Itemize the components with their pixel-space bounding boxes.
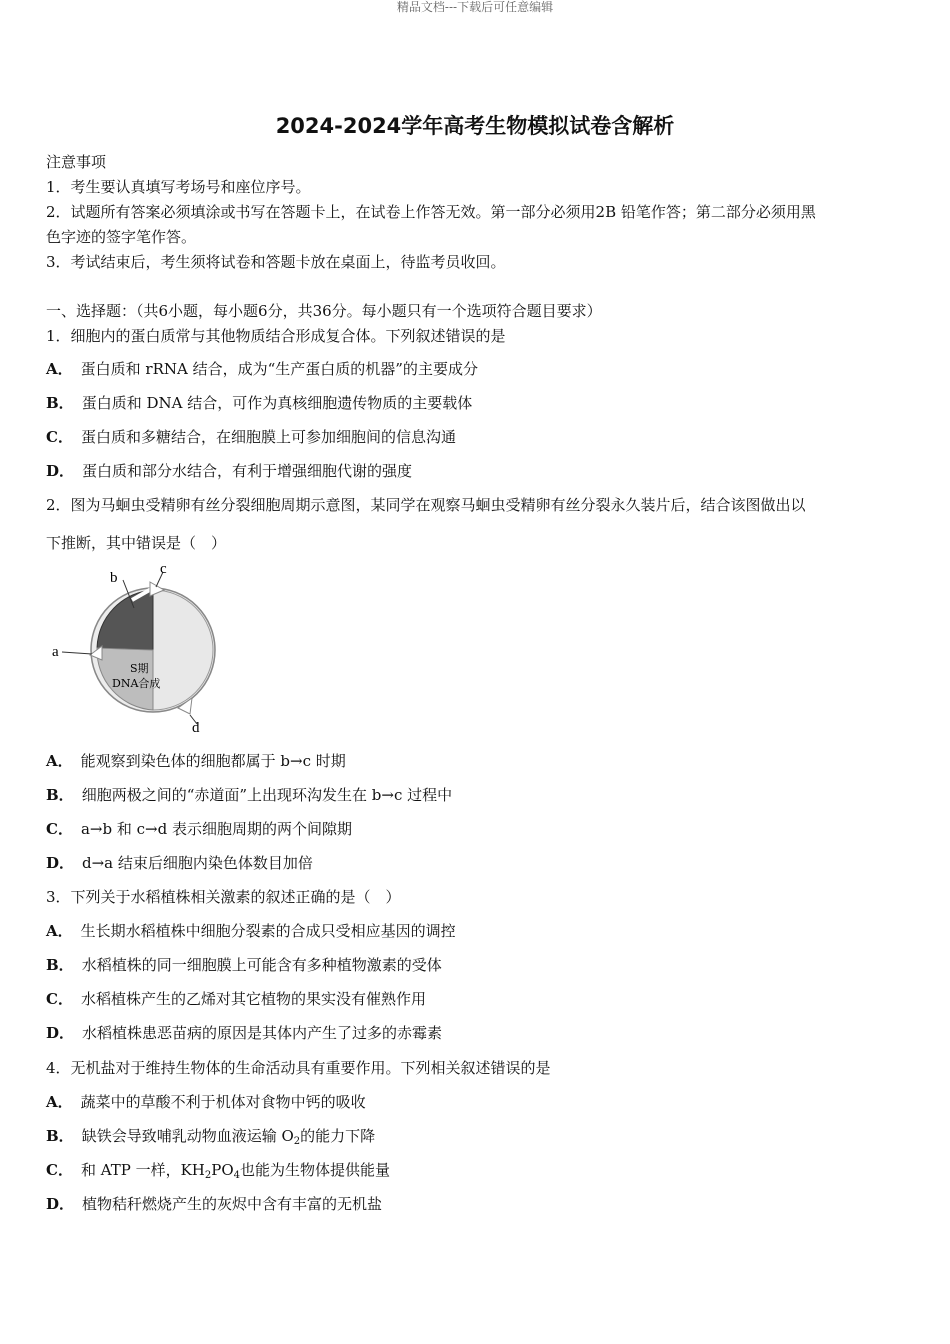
option-letter: B． — [46, 1127, 74, 1145]
q3-option-d — [46, 1022, 906, 1044]
q3-option-b — [46, 954, 906, 976]
q2-option-d — [46, 852, 906, 874]
q1-option-d — [46, 460, 906, 482]
q1-option-a — [46, 358, 906, 380]
notice-item: 3．考试结束后，考生须将试卷和答题卡放在桌面上，待监考员收回。 — [46, 253, 506, 271]
option-letter: D． — [46, 1195, 75, 1213]
label-b: b — [110, 570, 118, 586]
q3-option-a — [46, 920, 906, 942]
page-header-note: 精品文档---下载后可任意编辑 — [396, 0, 554, 14]
option-letter: D． — [46, 1024, 75, 1042]
inner-label-s-phase: S期 — [130, 662, 149, 675]
option-letter: A． — [46, 1093, 73, 1111]
q4-option-c — [46, 1159, 906, 1181]
question-2-stem-line2: 下推断，其中错误是（ ） — [46, 534, 227, 552]
option-text-pre: 和 ATP 一样，KH — [80, 1161, 205, 1179]
option-text: 细胞两极之间的“赤道面”上出现环沟发生在 b→c 过程中 — [81, 786, 453, 804]
option-letter: C． — [46, 990, 73, 1008]
option-text-post: 的能力下降 — [300, 1127, 376, 1145]
q1-option-b — [46, 392, 906, 414]
pointer-a — [62, 652, 92, 654]
option-letter: D． — [46, 462, 75, 480]
option-text: a→b 和 c→d 表示细胞周期的两个间隙期 — [80, 820, 352, 838]
exam-title: 2024-2024学年高考生物模拟试卷含解析 — [275, 114, 675, 138]
label-a: a — [52, 644, 59, 660]
q1-option-c — [46, 426, 906, 448]
q2-option-c — [46, 818, 906, 840]
q3-option-c — [46, 988, 906, 1010]
q4-option-d — [46, 1193, 906, 1215]
option-text: 水稻植株患恶苗病的原因是其体内产生了过多的赤霉素 — [82, 1024, 443, 1042]
option-text: 水稻植株产生的乙烯对其它植物的果实没有催熟作用 — [80, 990, 426, 1008]
notice-section — [46, 150, 906, 275]
option-text: 植物秸秆燃烧产生的灰烬中含有丰富的无机盐 — [82, 1195, 383, 1213]
notice-item: 1．考生要认真填写考场号和座位序号。 — [46, 178, 311, 196]
option-letter: B． — [46, 956, 74, 974]
subscript: 2 — [293, 1136, 301, 1147]
option-text-pre: 缺铁会导致哺乳动物血液运输 O — [81, 1127, 294, 1145]
option-text: 蛋白质和多糖结合，在细胞膜上可参加细胞间的信息沟通 — [80, 428, 456, 446]
subscript: 2 — [204, 1170, 212, 1181]
option-text-post: 也能为生物体提供能量 — [240, 1161, 391, 1179]
q2-option-b — [46, 784, 906, 806]
option-letter: B． — [46, 786, 74, 804]
mitosis-sector — [97, 590, 153, 650]
section-heading: 一、选择题：（共6小题，每小题6分，共36分。每小题只有一个选项符合题目要求） — [46, 302, 602, 320]
q4-option-a — [46, 1091, 906, 1113]
option-text: 能观察到染色体的细胞都属于 b→c 时期 — [80, 752, 346, 770]
q2-option-a — [46, 750, 906, 772]
option-text: 水稻植株的同一细胞膜上可能含有多种植物激素的受体 — [81, 956, 442, 974]
cell-cycle-diagram — [50, 560, 230, 740]
question-3-stem: 3．下列关于水稻植株相关激素的叙述正确的是（ ） — [46, 888, 401, 906]
option-text-mid: PO — [211, 1161, 234, 1179]
question-1-stem: 1．细胞内的蛋白质常与其他物质结合形成复合体。下列叙述错误的是 — [46, 327, 506, 345]
option-letter: C． — [46, 428, 73, 446]
option-letter: C． — [46, 1161, 73, 1179]
question-2-stem-line1: 2．图为马蛔虫受精卵有丝分裂细胞周期示意图，某同学在观察马蛔虫受精卵有丝分裂永久装片后，结合该图做出以 — [46, 496, 806, 514]
option-text: 蛋白质和 DNA 结合，可作为真核细胞遗传物质的主要载体 — [81, 394, 473, 412]
option-letter: A． — [46, 752, 73, 770]
option-text: d→a 结束后细胞内染色体数目加倍 — [82, 854, 313, 872]
option-letter: D． — [46, 854, 75, 872]
option-text: 蛋白质和部分水结合，有利于增强细胞代谢的强度 — [82, 462, 413, 480]
interphase-sector — [153, 590, 213, 710]
option-letter: C． — [46, 820, 73, 838]
option-letter: B． — [46, 394, 74, 412]
label-d: d — [192, 720, 200, 736]
q4-option-b — [46, 1125, 906, 1147]
notice-item: 色字迹的签字笔作答。 — [46, 228, 197, 246]
option-text: 蛋白质和 rRNA 结合，成为“生产蛋白质的机器”的主要成分 — [80, 360, 478, 378]
notice-item: 2．试题所有答案必须填涂或书写在答题卡上，在试卷上作答无效。第一部分必须用2B 铅笔作答；第二部分必须用黑 — [46, 203, 816, 221]
option-letter: A． — [46, 360, 73, 378]
label-c: c — [160, 561, 167, 577]
subscript: 4 — [233, 1170, 241, 1181]
notice-heading: 注意事项 — [46, 153, 107, 171]
question-4-stem: 4．无机盐对于维持生物体的生命活动具有重要作用。下列相关叙述错误的是 — [46, 1059, 551, 1077]
inner-label-dna: DNA合成 — [112, 677, 161, 690]
option-text: 生长期水稻植株中细胞分裂素的合成只受相应基因的调控 — [80, 922, 456, 940]
cell-cycle-svg — [50, 560, 230, 740]
option-text: 蔬菜中的草酸不利于机体对食物中钙的吸收 — [80, 1093, 366, 1111]
option-letter: A． — [46, 922, 73, 940]
